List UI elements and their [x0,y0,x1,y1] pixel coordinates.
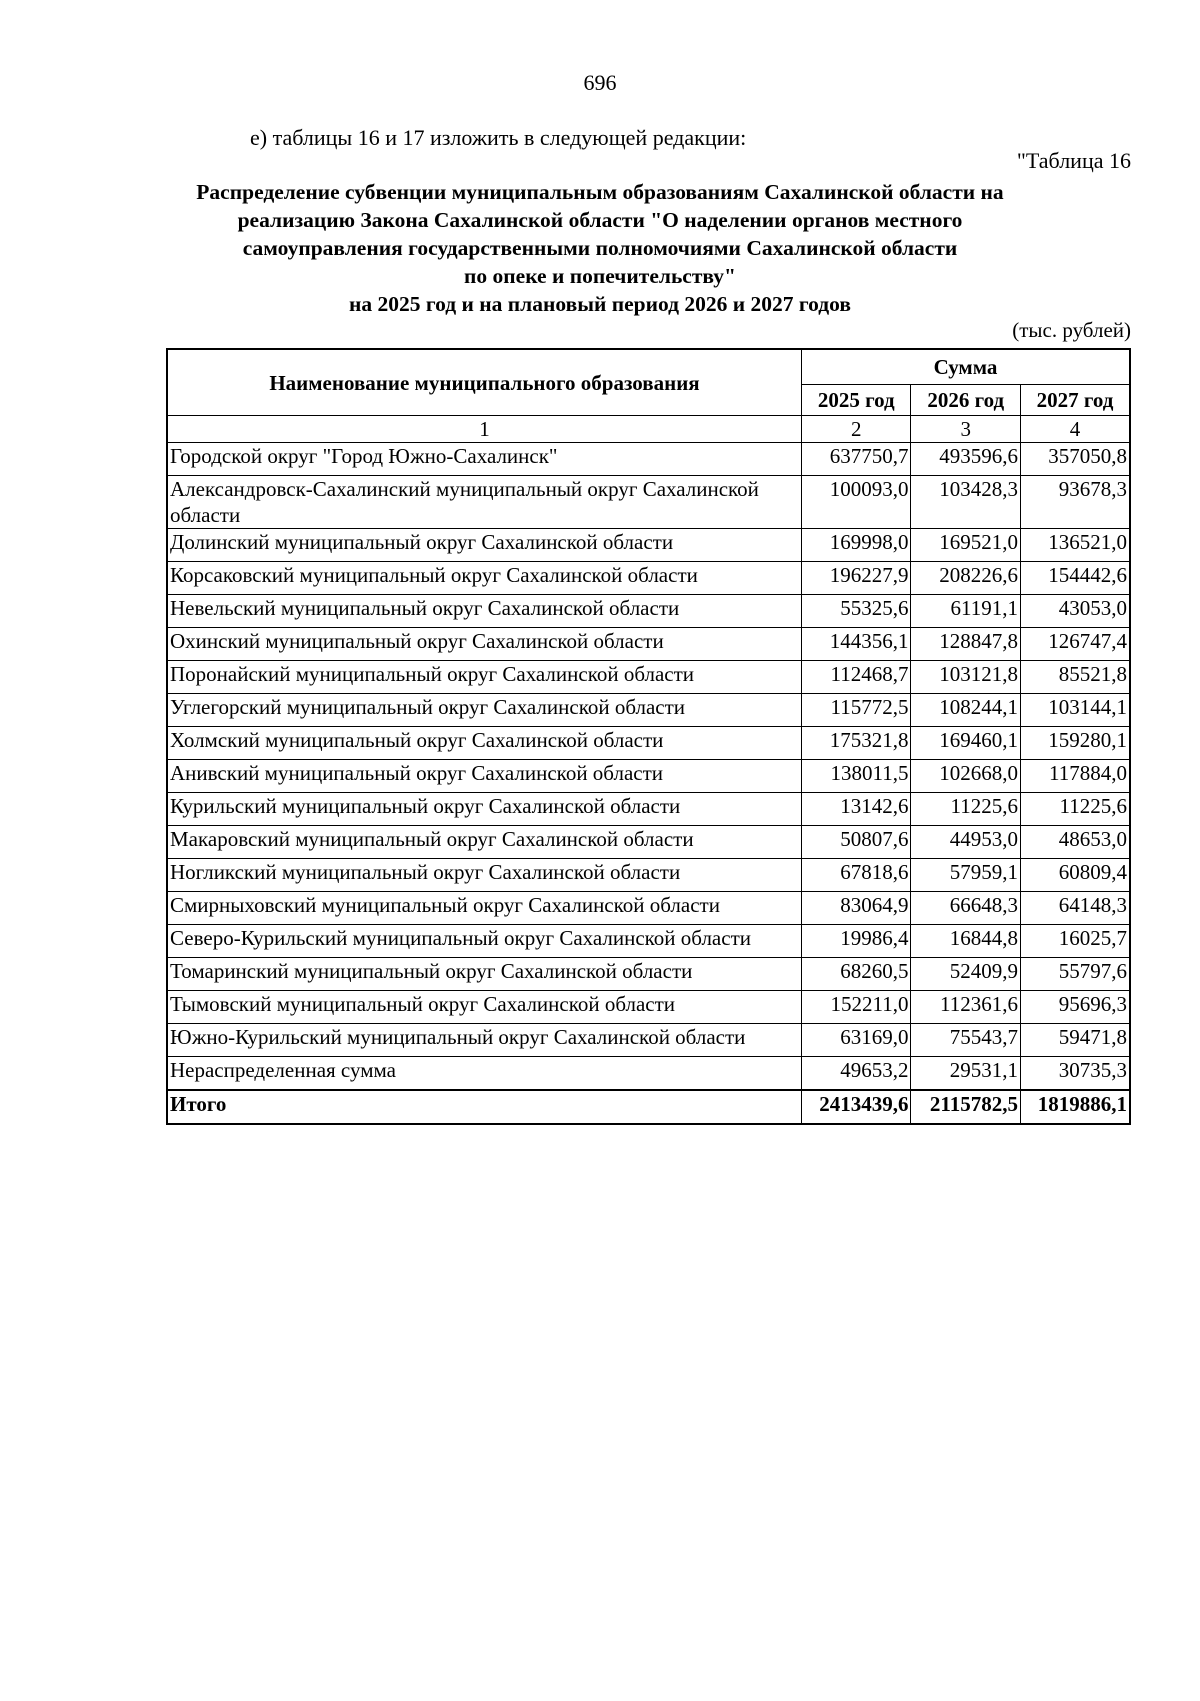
value-2026: 52409,9 [911,958,1020,991]
value-2026: 103121,8 [911,661,1020,694]
value-2026: 75543,7 [911,1024,1020,1057]
value-2026: 108244,1 [911,694,1020,727]
value-2025: 112468,7 [801,661,910,694]
column-number: 4 [1020,416,1130,443]
municipality-name: Невельский муниципальный округ Сахалинской области [167,595,801,628]
municipality-name: Ногликский муниципальный округ Сахалинской области [167,859,801,892]
table-row [167,958,1130,991]
value-2026: 29531,1 [911,1057,1020,1091]
value-2027: 357050,8 [1020,443,1130,476]
municipality-name: Томаринский муниципальный округ Сахалинской области [167,958,801,991]
table-body [167,416,1130,1125]
value-2025: 83064,9 [801,892,910,925]
table-row [167,628,1130,661]
table-row [167,443,1130,476]
value-2026: 169521,0 [911,529,1020,562]
total-label: Итого [167,1090,801,1124]
units-label: (тыс. рублей) [1012,318,1131,342]
table-label: "Таблица 16 [1016,148,1131,173]
municipality-name: Охинский муниципальный округ Сахалинской области [167,628,801,661]
value-2026: 11225,6 [911,793,1020,826]
table-row [167,595,1130,628]
municipality-name: Южно-Курильский муниципальный округ Сахалинской области [167,1024,801,1057]
value-2027: 30735,3 [1020,1057,1130,1091]
name-column-header: Наименование муниципального образования [167,349,801,416]
column-number-row [167,416,1130,443]
municipality-name: Северо-Курильский муниципальный округ Сахалинской области [167,925,801,958]
table-row [167,760,1130,793]
municipality-name: Александровск-Сахалинский муниципальный округ Сахалинской области [167,476,801,529]
total-2027: 1819886,1 [1020,1090,1130,1124]
value-2026: 103428,3 [911,476,1020,529]
total-row [167,1090,1130,1124]
value-2026: 493596,6 [911,443,1020,476]
value-2026: 128847,8 [911,628,1020,661]
municipality-name: Поронайский муниципальный округ Сахалинской области [167,661,801,694]
title-line: самоуправления государственными полномочиями Сахалинской области [242,236,958,260]
value-2025: 115772,5 [801,694,910,727]
table-row [167,727,1130,760]
value-2026: 169460,1 [911,727,1020,760]
value-2025: 169998,0 [801,529,910,562]
value-2025: 63169,0 [801,1024,910,1057]
value-2027: 136521,0 [1020,529,1130,562]
intro-text: е) таблицы 16 и 17 изложить в следующей редакции: [250,125,747,150]
page-number: 696 [583,70,617,95]
value-2025: 13142,6 [801,793,910,826]
municipality-name: Городской округ "Город Южно-Сахалинск" [167,443,801,476]
value-2025: 100093,0 [801,476,910,529]
table-row [167,694,1130,727]
value-2025: 50807,6 [801,826,910,859]
value-2026: 208226,6 [911,562,1020,595]
value-2025: 67818,6 [801,859,910,892]
title-line: по опеке и попечительству" [464,264,736,288]
table-row [167,859,1130,892]
value-2027: 48653,0 [1020,826,1130,859]
value-2027: 59471,8 [1020,1024,1130,1057]
table-row [167,925,1130,958]
column-number: 3 [911,416,1020,443]
value-2026: 57959,1 [911,859,1020,892]
value-2027: 64148,3 [1020,892,1130,925]
total-2026: 2115782,5 [911,1090,1020,1124]
municipality-name: Макаровский муниципальный округ Сахалинской области [167,826,801,859]
value-2026: 61191,1 [911,595,1020,628]
title-line: реализацию Закона Сахалинской области "О наделении органов местного [237,208,963,232]
table-row [167,1057,1130,1091]
table-row [167,562,1130,595]
value-2025: 144356,1 [801,628,910,661]
value-2027: 16025,7 [1020,925,1130,958]
year-header: 2027 год [1020,385,1130,416]
year-header: 2025 год [801,385,910,416]
subvention-table [166,348,1131,1125]
municipality-name: Углегорский муниципальный округ Сахалинской области [167,694,801,727]
municipality-name: Смирныховский муниципальный округ Сахалинской области [167,892,801,925]
value-2027: 126747,4 [1020,628,1130,661]
value-2025: 138011,5 [801,760,910,793]
document-title [150,178,1050,318]
title-line: на 2025 год и на плановый период 2026 и 2027 годов [349,292,851,316]
value-2026: 102668,0 [911,760,1020,793]
column-number: 2 [801,416,910,443]
municipality-name: Долинский муниципальный округ Сахалинской области [167,529,801,562]
table-row [167,826,1130,859]
municipality-name: Тымовский муниципальный округ Сахалинской области [167,991,801,1024]
table-row [167,476,1130,529]
value-2027: 95696,3 [1020,991,1130,1024]
value-2026: 66648,3 [911,892,1020,925]
year-header: 2026 год [911,385,1020,416]
municipality-name: Анивский муниципальный округ Сахалинской области [167,760,801,793]
sum-column-header: Сумма [801,349,1130,385]
table-row [167,892,1130,925]
value-2027: 60809,4 [1020,859,1130,892]
value-2026: 44953,0 [911,826,1020,859]
value-2027: 55797,6 [1020,958,1130,991]
municipality-name: Нераспределенная сумма [167,1057,801,1091]
municipality-name: Курильский муниципальный округ Сахалинской области [167,793,801,826]
value-2027: 159280,1 [1020,727,1130,760]
table-row [167,661,1130,694]
value-2026: 112361,6 [911,991,1020,1024]
table-row [167,793,1130,826]
value-2025: 49653,2 [801,1057,910,1091]
value-2025: 55325,6 [801,595,910,628]
total-2025: 2413439,6 [801,1090,910,1124]
title-line: Распределение субвенции муниципальным образованиям Сахалинской области на [196,180,1004,204]
value-2027: 154442,6 [1020,562,1130,595]
municipality-name: Холмский муниципальный округ Сахалинской области [167,727,801,760]
value-2025: 152211,0 [801,991,910,1024]
municipality-name: Корсаковский муниципальный округ Сахалинской области [167,562,801,595]
value-2025: 19986,4 [801,925,910,958]
value-2025: 68260,5 [801,958,910,991]
value-2025: 175321,8 [801,727,910,760]
value-2027: 103144,1 [1020,694,1130,727]
value-2027: 117884,0 [1020,760,1130,793]
value-2027: 85521,8 [1020,661,1130,694]
table-row [167,529,1130,562]
value-2027: 93678,3 [1020,476,1130,529]
value-2027: 11225,6 [1020,793,1130,826]
column-number: 1 [167,416,801,443]
table-row [167,991,1130,1024]
value-2025: 196227,9 [801,562,910,595]
value-2026: 16844,8 [911,925,1020,958]
table-row [167,1024,1130,1057]
value-2025: 637750,7 [801,443,910,476]
value-2027: 43053,0 [1020,595,1130,628]
